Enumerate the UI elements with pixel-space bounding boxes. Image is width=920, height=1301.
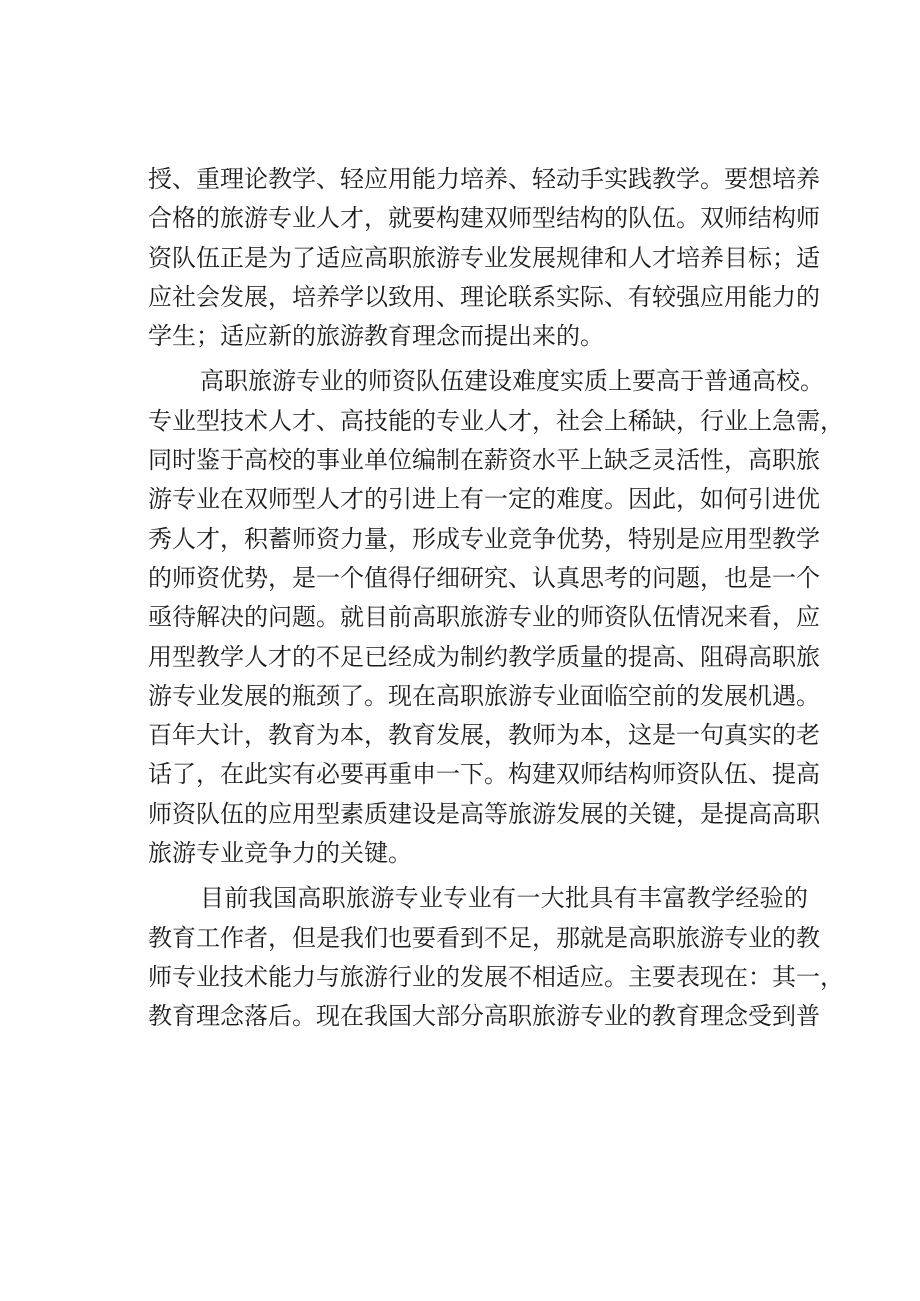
text-line: 百年大计，教育为本，教育发展，教师为本，这是一句真实的老 (148, 721, 820, 750)
text-line: 合格的旅游专业人才，就要构建双师型结构的队伍。双师结构师 (148, 204, 820, 233)
text-line: 学生；适应新的旅游教育理念而提出来的。 (148, 322, 604, 351)
text-line: 师资队伍的应用型素质建设是高等旅游发展的关键，是提高高职 (148, 799, 820, 828)
text-line: 的师资优势，是一个值得仔细研究、认真思考的问题，也是一个 (148, 563, 820, 592)
text-line: 教育理念落后。现在我国大部分高职旅游专业的教育理念受到普 (148, 1002, 820, 1031)
text-line: 亟待解决的问题。就目前高职旅游专业的师资队伍情况来看，应 (148, 603, 820, 632)
text-line: 秀人才，积蓄师资力量，形成专业竞争优势，特别是应用型教学 (148, 524, 820, 553)
text-line: 游专业在双师型人才的引进上有一定的难度。因此，如何引进优 (148, 485, 820, 514)
text-line: 目前我国高职旅游专业专业有一大批具有丰富教学经验的 (200, 884, 808, 913)
text-line: 教育工作者，但是我们也要看到不足，那就是高职旅游专业的教 (148, 923, 820, 952)
text-line: 授、重理论教学、轻应用能力培养、轻动手实践教学。要想培养 (148, 165, 820, 193)
text-line: 专业型技术人才、高技能的专业人才，社会上稀缺，行业上急需， (148, 406, 844, 435)
text-line: 话了，在此实有必要再重申一下。构建双师结构师资队伍、提高 (148, 760, 820, 789)
text-line: 资队伍正是为了适应高职旅游专业发展规律和人才培养目标；适 (148, 243, 820, 272)
text-line: 游专业发展的瓶颈了。现在高职旅游专业面临空前的发展机遇。 (148, 681, 820, 710)
paragraph-3 (148, 879, 844, 1036)
text-line: 旅游专业竞争力的关键。 (148, 839, 412, 868)
text-line: 应社会发展，培养学以致用、理论联系实际、有较强应用能力的 (148, 282, 820, 311)
text-line: 用型教学人才的不足已经成为制约教学质量的提高、阻碍高职旅 (148, 642, 820, 671)
document-body (148, 160, 844, 1037)
paragraph-1 (148, 160, 820, 356)
text-line: 高职旅游专业的师资队伍建设难度实质上要高于普通高校。 (200, 367, 824, 396)
text-line: 同时鉴于高校的事业单位编制在薪资水平上缺乏灵活性，高职旅 (148, 446, 820, 475)
text-line: 师专业技术能力与旅游行业的发展不相适应。主要表现在：其一， (148, 962, 844, 991)
paragraph-2 (148, 362, 844, 873)
